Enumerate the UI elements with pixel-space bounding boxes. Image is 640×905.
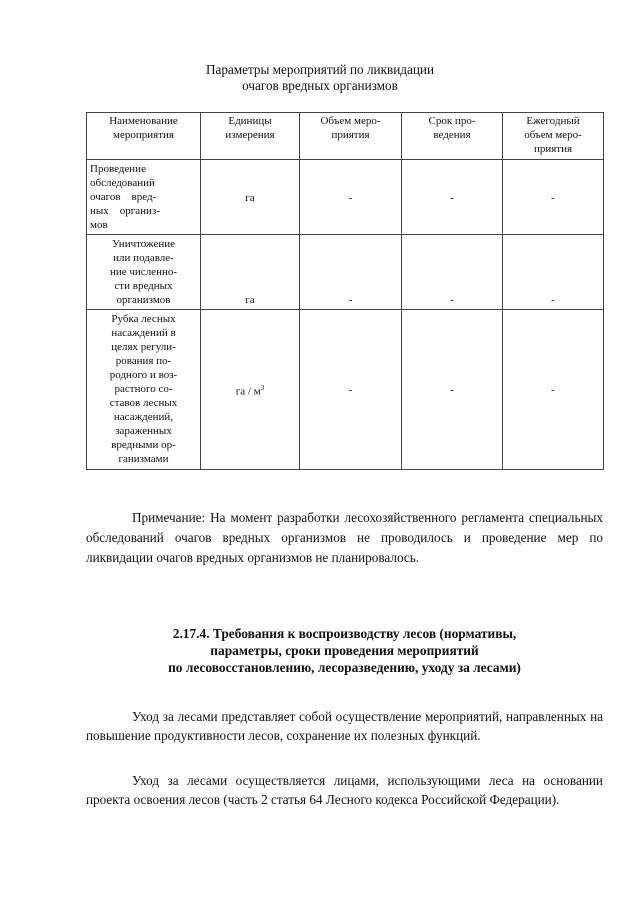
- section-heading-line-3: по лесовосстановлению, лесоразведению, уходу за лесами): [168, 660, 521, 675]
- note-paragraph: Примечание: На момент разработки лесохозяйственного регламента специальных обследований очагов вредных организмов не проводилось и проведение мер по ликвидации очагов вредных организмов не планировалось.: [86, 510, 603, 565]
- header-term-line-1: Срок про-: [428, 115, 476, 127]
- row-1-name-line: очагов вред-: [90, 191, 157, 203]
- header-unit-line-1: Единицы: [228, 115, 272, 127]
- row-1-name-line: обследований: [90, 177, 155, 189]
- row-1-volume: -: [300, 160, 402, 235]
- section-heading-line-1: 2.17.4. Требования к воспроизводству лесов (нормативы,: [172, 626, 517, 641]
- row-1-name-line: Проведение: [90, 163, 146, 175]
- header-name: [87, 113, 201, 160]
- row-2-annual: -: [503, 235, 604, 310]
- header-annual-line-1: Ежегодный: [526, 115, 580, 127]
- header-name-line-1: Наименование: [109, 115, 178, 127]
- row-3-annual: -: [503, 310, 604, 470]
- row-3-volume: -: [300, 310, 402, 470]
- row-3-unit-sup: 3: [260, 384, 265, 393]
- body-paragraph-2: Уход за лесами осуществляется лицами, использующими леса на основании проекта освоения лесов (часть 2 статья 64 Лесного кодекса Российской Федерации).: [86, 773, 603, 807]
- row-1-term: -: [402, 160, 503, 235]
- row-3-name-line: зараженных: [115, 425, 172, 437]
- row-3-name: [87, 310, 201, 470]
- header-annual-line-2: объем меро-: [524, 129, 582, 141]
- header-volume-line-1: Объем меро-: [320, 115, 381, 127]
- row-3-name-line: рования по-: [115, 355, 172, 367]
- header-annual: [503, 113, 604, 160]
- row-2-name-line: ние численно-: [109, 266, 177, 278]
- table-row: [87, 235, 604, 310]
- header-term-line-2: ведения: [433, 129, 471, 141]
- row-3-name-line: родного и воз-: [109, 369, 178, 381]
- table-row: [87, 160, 604, 235]
- header-volume-line-2: приятия: [331, 129, 370, 141]
- row-3-name-line: ганизмами: [118, 453, 169, 465]
- row-2-name: [87, 235, 201, 310]
- row-3-unit-text: га / м: [235, 385, 261, 398]
- row-3-name-line: насаждений в: [111, 327, 176, 339]
- section-heading-line-2: параметры, сроки проведения мероприятий: [210, 643, 479, 658]
- row-3-name-line: целях регули-: [111, 341, 176, 353]
- header-term: [402, 113, 503, 160]
- row-3-name-line: Рубка лесных: [111, 313, 176, 325]
- row-3-name-line: вредными ор-: [111, 439, 176, 451]
- body-paragraph-1: Уход за лесами представляет собой осуществление мероприятий, направленных на повышение продуктивности лесов, сохранение их полезных функций.: [86, 709, 603, 743]
- section-heading: [86, 625, 603, 676]
- row-1-annual: -: [503, 160, 604, 235]
- row-2-name-line: сти вредных: [114, 280, 173, 292]
- row-3-unit: [201, 310, 300, 470]
- row-2-unit: га: [201, 235, 300, 310]
- row-3-term: -: [402, 310, 503, 470]
- table-title-line-1: Параметры мероприятий по ликвидации: [205, 62, 435, 77]
- header-volume: [300, 113, 402, 160]
- header-unit-line-2: измерения: [225, 129, 275, 141]
- row-2-name-line: организмов: [116, 294, 171, 306]
- row-2-name-line: или подавле-: [113, 252, 174, 264]
- row-2-term: -: [402, 235, 503, 310]
- row-1-unit: га: [201, 160, 300, 235]
- header-unit: [201, 113, 300, 160]
- measures-table: [86, 112, 604, 470]
- header-annual-line-3: приятия: [533, 143, 573, 155]
- table-header-row: [87, 113, 604, 160]
- row-1-name-line: мов: [90, 219, 108, 231]
- table-title: [0, 62, 640, 94]
- row-3-name-line: ставов лесных: [109, 397, 178, 409]
- row-3-name-line: насаждений,: [113, 411, 174, 423]
- row-2-name-line: Уничтожение: [111, 238, 175, 250]
- row-2-volume: -: [300, 235, 402, 310]
- row-1-name-line: ных организ-: [90, 205, 160, 217]
- table-title-line-2: очагов вредных организмов: [242, 78, 398, 93]
- row-3-name-line: растного со-: [114, 383, 173, 395]
- header-name-line-2: мероприятия: [113, 129, 174, 141]
- table-row: [87, 310, 604, 470]
- row-1-name: [87, 160, 201, 235]
